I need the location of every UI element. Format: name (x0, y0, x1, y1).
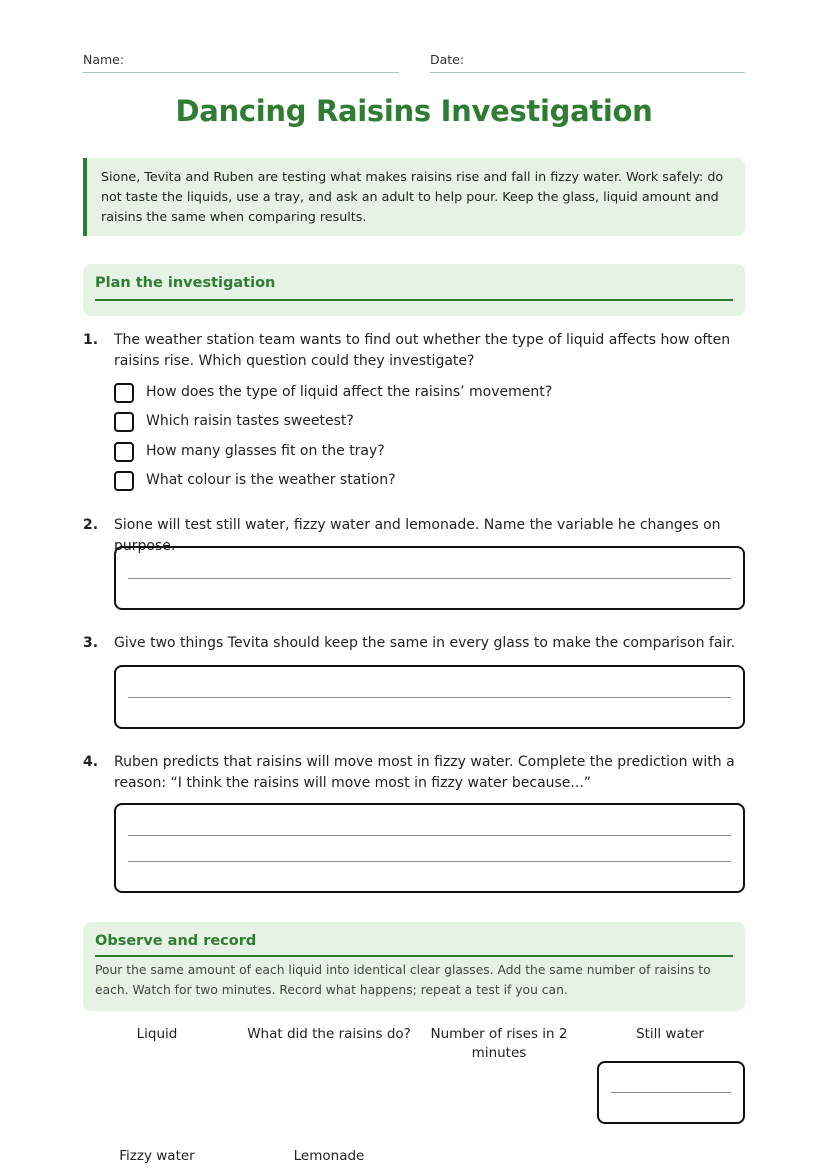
question-1 (83, 330, 745, 372)
question-number: 4. (83, 754, 99, 770)
question-text: Ruben predicts that raisins will move most in fizzy water. Complete the prediction with a reason: “I think the raisins will move most in fizzy water because...” (114, 754, 735, 791)
row-label-lemonade: Lemonade (293, 1148, 365, 1164)
answer-line (128, 861, 731, 862)
section-instructions: Pour the same amount of each liquid into identical clear glasses. Add the same number of raisins to each. Watch for two minutes. Record what happens; repeat a test if you can. (95, 963, 711, 997)
option-label: What colour is the weather station? (146, 472, 396, 488)
checkbox[interactable] (114, 471, 134, 491)
column-header-liquid: Liquid (136, 1026, 178, 1042)
plan-section-header (83, 264, 745, 316)
page-title: Dancing Raisins Investigation (175, 94, 653, 128)
checkbox[interactable] (114, 442, 134, 462)
column-header-still-water: Still water (636, 1026, 704, 1042)
row-label-fizzy-water: Fizzy water (119, 1148, 195, 1164)
section-title: Observe and record (95, 922, 733, 957)
question-2 (83, 515, 745, 554)
intro-callout: Sione, Tevita and Ruben are testing what makes raisins rise and fall in fizzy water. Work safely: do not taste the liquids, use a tray, and ask an adult to help pour. Keep the glass, liquid amount and raisins the same when comparing results. (83, 158, 745, 236)
question-text: The weather station team wants to find out whether the type of liquid affects how often raisins rise. Which question could they investigate? (114, 332, 731, 369)
date-field[interactable] (430, 72, 745, 73)
answer-line (128, 835, 731, 836)
answer-line (611, 1092, 731, 1093)
column-header-observation: What did the raisins do? (247, 1026, 411, 1042)
question-number: 3. (83, 635, 99, 651)
option-label: Which raisin tastes sweetest? (146, 413, 354, 429)
name-field[interactable] (83, 72, 399, 73)
answer-box-4[interactable] (114, 803, 745, 893)
answer-line (128, 697, 731, 698)
answer-box-3[interactable] (114, 665, 745, 729)
question-text: Give two things Tevita should keep the same in every glass to make the comparison fair. (114, 635, 736, 651)
checkbox[interactable] (114, 412, 134, 432)
question-number: 2. (83, 517, 99, 533)
option-label: How many glasses fit on the tray? (146, 443, 385, 459)
checkbox[interactable] (114, 383, 134, 403)
question-3 (83, 633, 745, 655)
option-label: How does the type of liquid affect the raisins’ movement? (146, 384, 553, 400)
question-4 (83, 752, 745, 794)
observe-section (83, 922, 745, 1011)
answer-box-2[interactable] (114, 546, 745, 610)
question-number: 1. (83, 332, 99, 348)
answer-line (128, 578, 731, 579)
still-water-answer-box[interactable] (597, 1061, 745, 1124)
question-text: Sione will test still water, fizzy water and lemonade. Name the variable he changes on purpose. (114, 517, 721, 554)
column-header-rises: Number of rises in 2 minutes (430, 1026, 568, 1061)
name-label: Name: (83, 52, 125, 67)
section-title: Plan the investigation (95, 264, 733, 301)
date-label: Date: (430, 52, 465, 67)
